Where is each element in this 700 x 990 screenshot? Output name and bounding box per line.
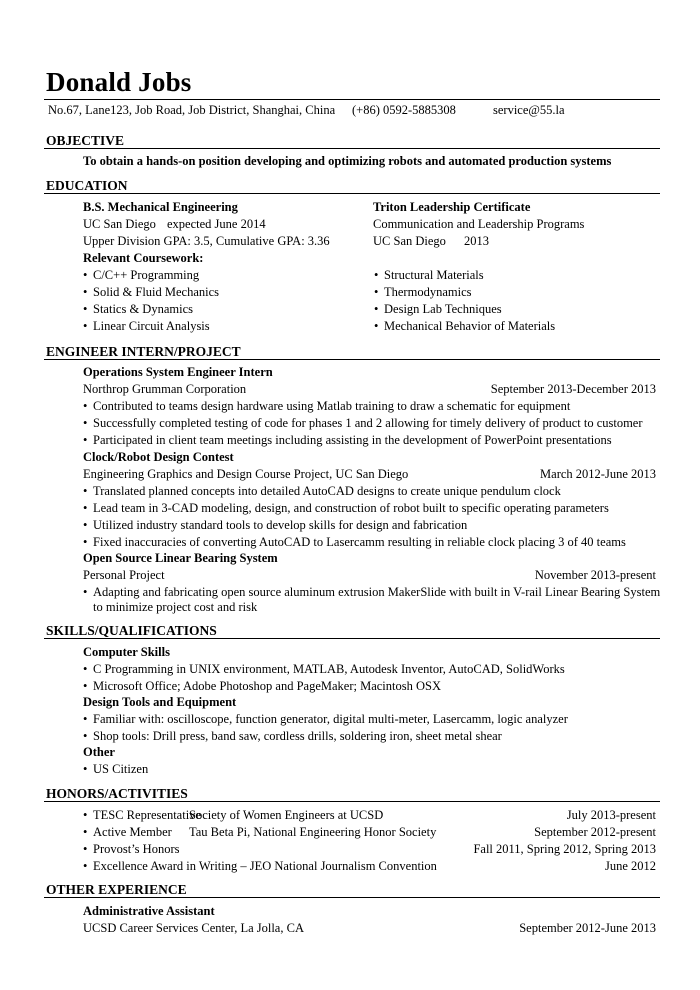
school-name: UC San Diego [83, 217, 156, 231]
resume-page: Donald Jobs No.67, Lane123, Job Road, Job District, Shanghai, China (+86) 0592-5885308 service@55.la OBJECTIVE To obtain a hands-on position developing and optimizing robots and automated production systems EDUCATION B.S. Mechanical Engineering UC San Diego expected June 2014 Upper Division GPA: 3.5, Cumulative GPA: 3.36 Triton Leadership Certificate Communication and Leadership Programs UC San Diego 2013 Relevant Coursework: • C/C++ Programming • Solid & Fluid Mechanics • Statics & Dynamics • Linear Circuit Analysis • Structural Materials • Thermodynamics • Design Lab Techniques • Mechanical Behavior of Materials ENGINEER INTERN/PROJECT Operations System Engineer Intern Northrop Grumman Corporation September 2013-December 2013 • Contributed to teams design hardware using Matlab training to draw a schematic for equipment • Successfully completed testing of code for phases 1 and 2 allowing for timely delivery of product to customer • Participated in client team meetings including assisting in the development of PowerPoint presentations Clock/Robot Design Contest Engineering Graphics and Design Course Project, UC San Diego March 2012-June 2013 • Translated planned concepts into detailed AutoCAD designs to create unique pendulum clock • Lead team in 3-CAD modeling, design, and construction of robot built to specific operating parameters • Utilized industry standard tools to develop skills for design and fabrication • Fixed inaccuracies of converting AutoCAD to Lasercamm resulting in reliable clock placing 3 of 40 teams Open Source Linear Bearing System Personal Project November 2013-present • Adapting and fabricating open source aluminum extrusion MakerSlide with built in V-rail Linear Bearing System to minimize project cost and risk SKILLS/QUALIFICATIONS Computer Skills • C Programming in UNIX environment, MATLAB, Autodesk Inventor, AutoCAD, SolidWorks • Microsoft Office; Adobe Photoshop and PageMaker; Macintosh OSX Design Tools and Equipment • Familiar with: oscilloscope, function generator, digital multi-meter, Lasercamm, logic analyzer • Shop tools: Drill press, band saw, cordless drills, soldering iron, sheet metal shear Other • US Citizen HONORS/ACTIVITIES • TESC RepresentativeSociety of Women Engineers at UCSD July 2013-present • Active Member Tau Beta Pi, National Engineering Honor Society September 2012-present • Provost’s Honors Fall 2011, Spring 2012, Spring 2013 • Excellence Award in Writing – JEO National Journalism Convention June 2012 OTHER EXPERIENCE Administrative Assistant UCSD Career Services Center, La Jolla, CA September 2012-June 2013 [46, 67, 661, 935]
job-title: Open Source Linear Bearing System [83, 551, 278, 565]
certificate-program: Communication and Leadership Programs [373, 217, 585, 231]
section-heading-objective: OBJECTIVE [46, 133, 125, 148]
address: No.67, Lane123, Job Road, Job District, Shanghai, China [48, 103, 336, 117]
certificate-title: Triton Leadership Certificate [373, 200, 531, 214]
section-divider [44, 193, 660, 194]
candidate-name: Donald Jobs [46, 67, 192, 97]
section-heading-other-experience: OTHER EXPERIENCE [46, 882, 187, 897]
section-divider [44, 359, 660, 360]
honor-dates: Fall 2011, Spring 2012, Spring 2013 [473, 842, 656, 856]
section-divider [44, 801, 660, 802]
email: service@55.la [493, 103, 565, 117]
certificate-school: UC San Diego [373, 234, 446, 248]
job-organization: Personal Project [83, 568, 165, 582]
section-heading-education: EDUCATION [46, 178, 128, 193]
certificate-year: 2013 [464, 234, 489, 248]
skills-subheading: Other [83, 745, 115, 759]
job-organization: Northrop Grumman Corporation [83, 382, 247, 396]
skills-subheading: Design Tools and Equipment [83, 695, 237, 709]
job-dates: September 2013-December 2013 [490, 382, 656, 396]
section-heading-experience: ENGINEER INTERN/PROJECT [46, 344, 241, 359]
job-title: Operations System Engineer Intern [83, 365, 273, 379]
job-dates: November 2013-present [534, 568, 656, 582]
honor-dates: July 2013-present [566, 808, 656, 822]
coursework-heading: Relevant Coursework: [83, 251, 204, 265]
job-dates: March 2012-June 2013 [540, 467, 656, 481]
job-dates: September 2012-June 2013 [519, 921, 656, 935]
objective-text: To obtain a hands-on position developing and optimizing robots and automated production systems [83, 154, 612, 168]
degree-title: B.S. Mechanical Engineering [83, 200, 238, 214]
job-organization: Engineering Graphics and Design Course Project, UC San Diego [83, 467, 409, 481]
section-divider [44, 638, 660, 639]
list-item-continuation: to minimize project cost and risk [93, 600, 258, 614]
section-divider [44, 148, 660, 149]
expected-graduation: expected June 2014 [167, 217, 266, 231]
header-divider [44, 99, 660, 100]
section-divider [44, 897, 660, 898]
section-heading-skills: SKILLS/QUALIFICATIONS [46, 623, 217, 638]
section-heading-honors: HONORS/ACTIVITIES [46, 786, 188, 801]
phone: (+86) 0592-5885308 [352, 103, 456, 117]
skills-subheading: Computer Skills [83, 645, 170, 659]
job-organization: UCSD Career Services Center, La Jolla, CA [83, 921, 304, 935]
contact-line [48, 102, 658, 118]
job-title: Administrative Assistant [83, 904, 215, 918]
honor-dates: June 2012 [604, 859, 656, 873]
honor-dates: September 2012-present [534, 825, 656, 839]
job-title: Clock/Robot Design Contest [83, 450, 234, 464]
gpa: Upper Division GPA: 3.5, Cumulative GPA: 3.36 [83, 234, 330, 248]
